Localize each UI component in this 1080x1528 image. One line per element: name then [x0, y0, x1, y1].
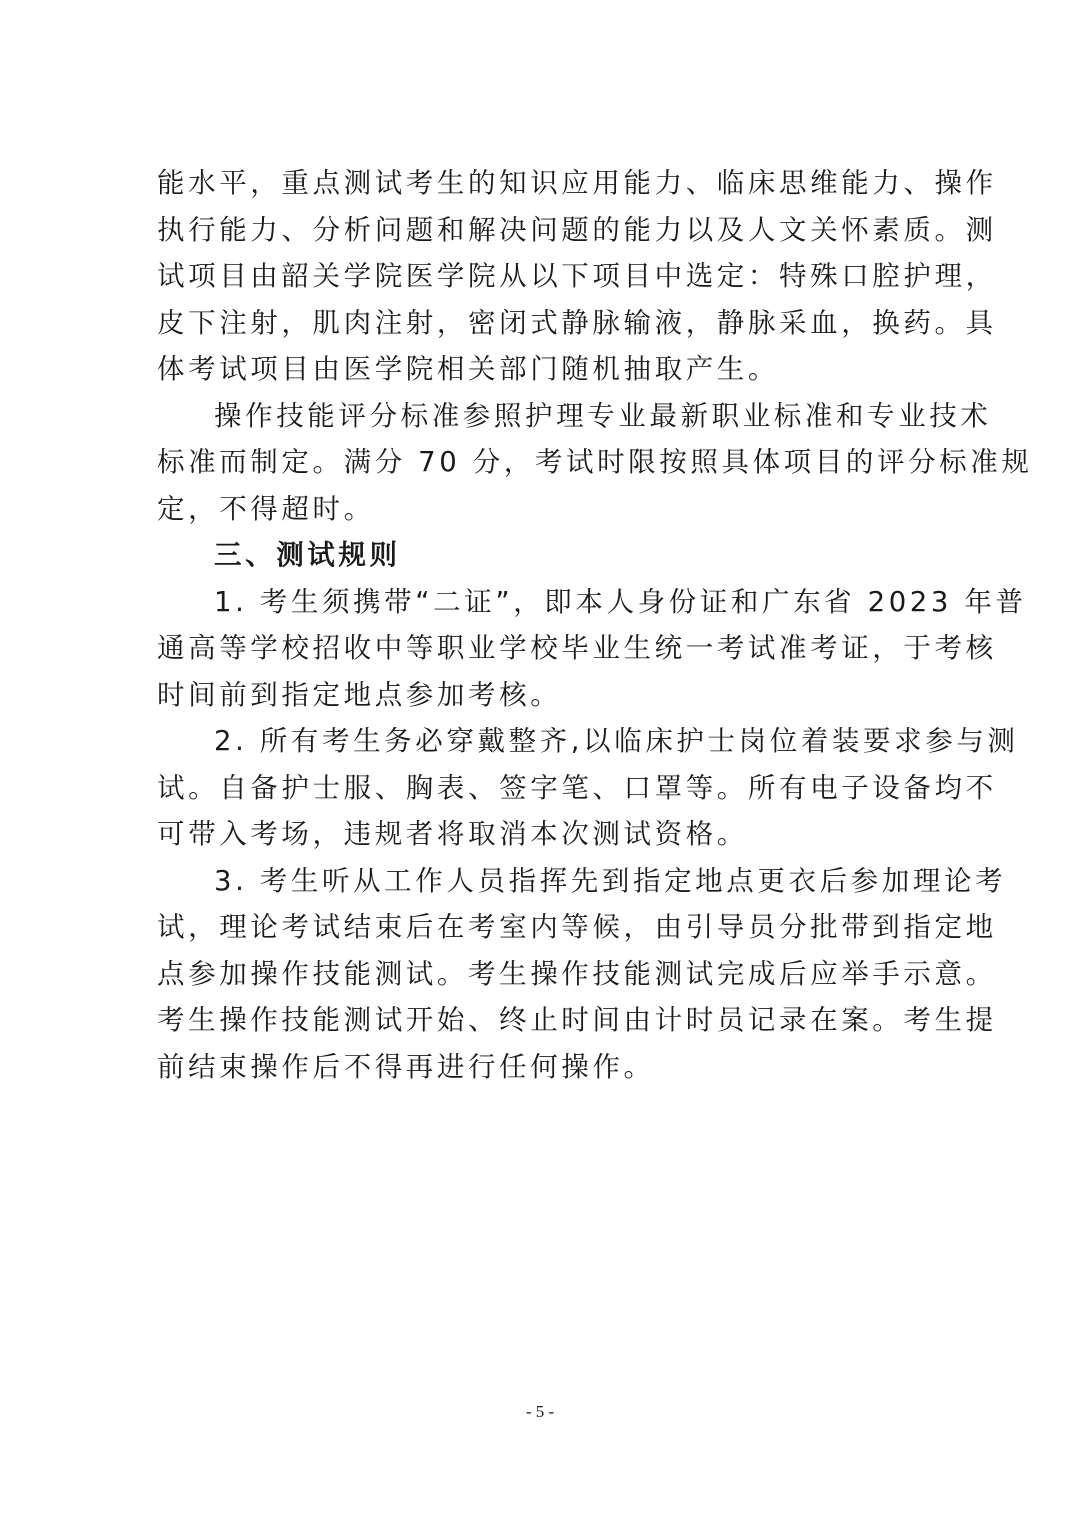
paragraph-line: 体考试项目由医学院相关部门随机抽取产生。 — [157, 353, 779, 385]
paragraph-line: 试项目由韶关学院医学院从以下项目中选定：特殊口腔护理， — [157, 260, 997, 292]
paragraph-line: 通高等学校招收中等职业学校毕业生统一考试准考证，于考核 — [157, 632, 997, 664]
paragraph-line: 能水平，重点测试考生的知识应用能力、临床思维能力、操作 — [157, 167, 997, 199]
paragraph-line: 可带入考场，违规者将取消本次测试资格。 — [157, 818, 748, 850]
paragraph-line: 2. 所有考生务必穿戴整齐,以临床护士岗位着装要求参与测 — [214, 725, 1019, 757]
paragraph-line: 执行能力、分析问题和解决问题的能力以及人文关怀素质。测 — [157, 213, 997, 246]
document-body — [157, 160, 1033, 1090]
paragraph-line: 定，不得超时。 — [157, 492, 375, 525]
paragraph-line: 点参加操作技能测试。考生操作技能测试完成后应举手示意。 — [157, 957, 997, 990]
paragraph-line: 前结束操作后不得再进行任何操作。 — [157, 1050, 655, 1083]
paragraph-line: 试，理论考试结束后在考室内等候，由引导员分批带到指定地 — [157, 911, 997, 943]
paragraph-line: 3. 考生听从工作人员指挥先到指定地点更衣后参加理论考 — [214, 864, 1007, 897]
section-heading: 三、测试规则 — [214, 539, 401, 571]
page-number: - 5 - — [525, 1402, 555, 1421]
paragraph-line: 标准而制定。满分 70 分，考试时限按照具体项目的评分标准规 — [157, 446, 1033, 478]
paragraph-line: 皮下注射，肌肉注射，密闭式静脉输液，静脉采血，换药。具 — [157, 306, 997, 339]
paragraph-line: 试。自备护士服、胸表、签字笔、口罩等。所有电子设备均不 — [157, 771, 997, 804]
paragraph-line: 时间前到指定地点参加考核。 — [157, 678, 562, 711]
paragraph-line: 考生操作技能测试开始、终止时间由计时员记录在案。考生提 — [157, 1004, 997, 1036]
paragraph-line: 1. 考生须携带“二证”，即本人身份证和广东省 2023 年普 — [214, 585, 1027, 618]
paragraph-line: 操作技能评分标准参照护理专业最新职业标准和专业技术 — [214, 399, 992, 432]
